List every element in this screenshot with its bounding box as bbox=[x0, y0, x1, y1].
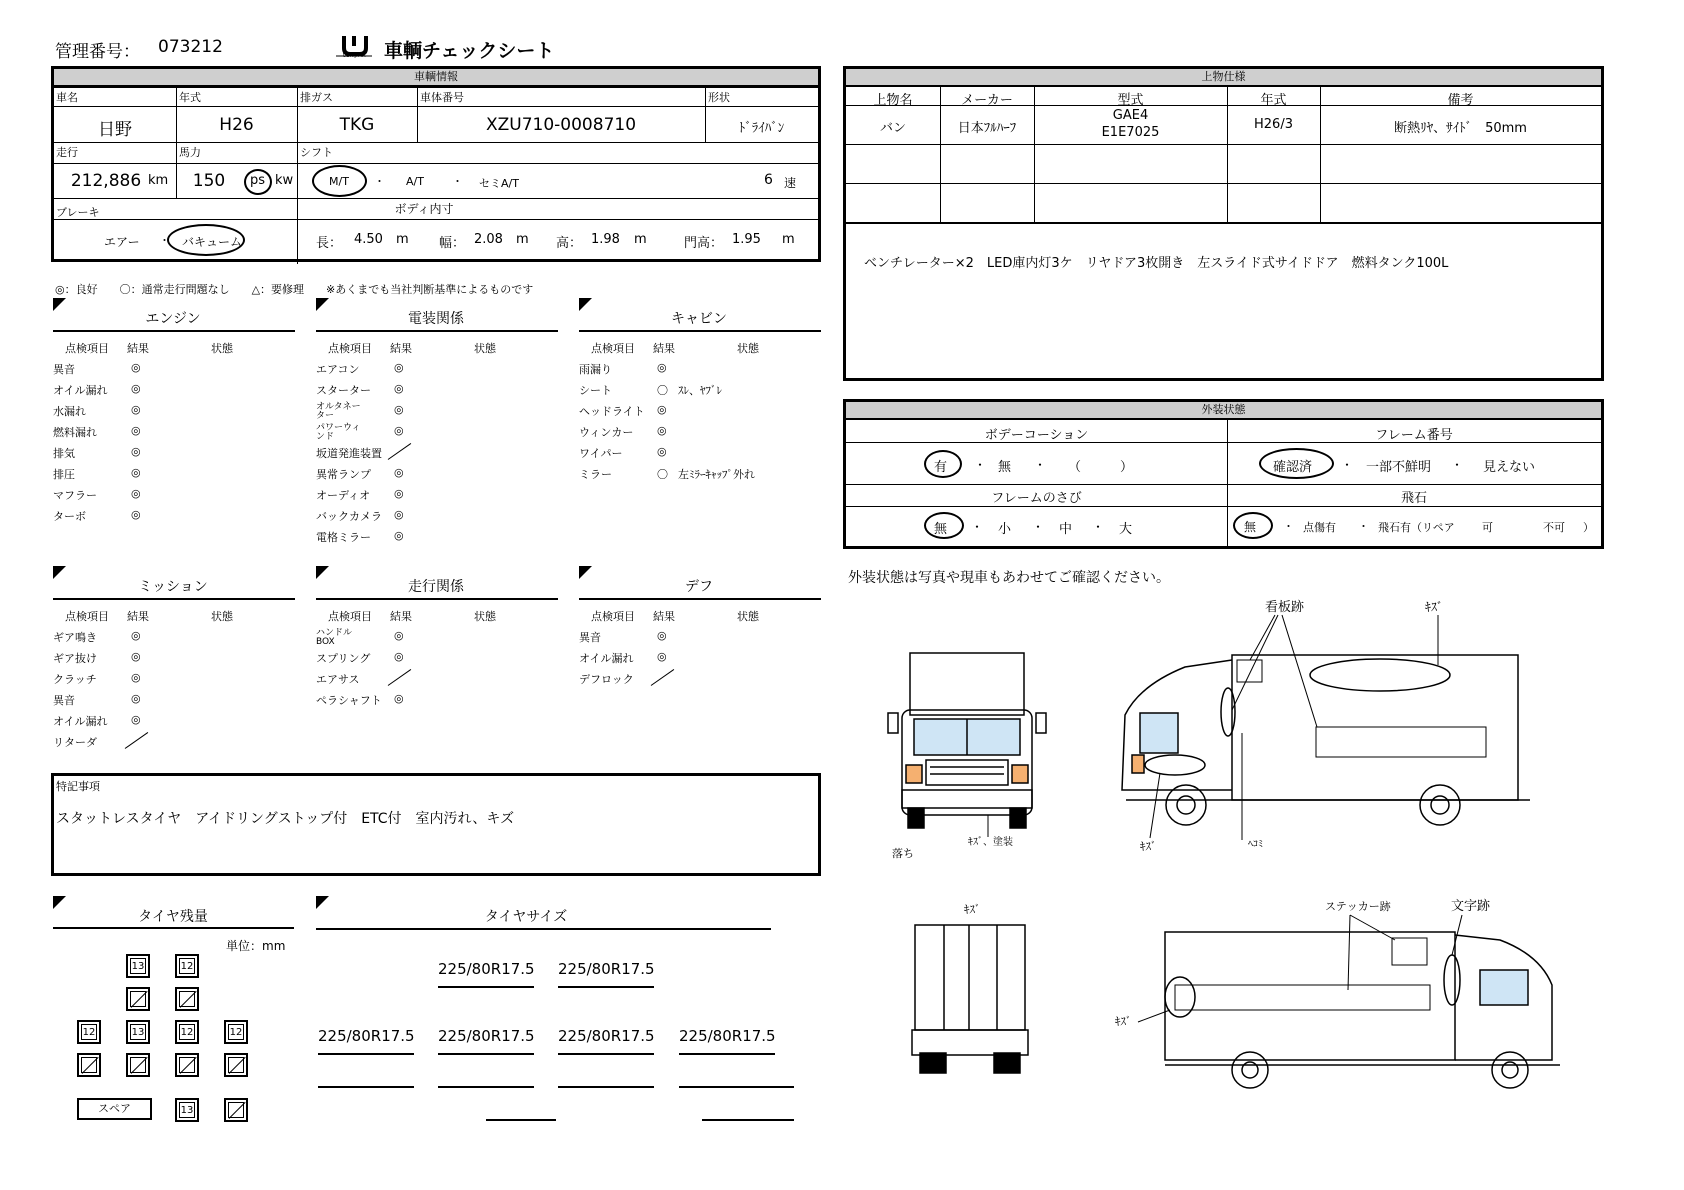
tire-depth-box: 13 bbox=[126, 1020, 150, 1044]
power: 150 bbox=[192, 171, 226, 191]
check-item: スプリング bbox=[316, 652, 371, 665]
check-item: ギア抜け bbox=[53, 652, 97, 665]
check-item: 排気 bbox=[53, 447, 75, 460]
upper-notes: 断熱ﾘﾔ、ｻｲﾄﾞ 50mm bbox=[1394, 121, 1527, 136]
section-title-running: 走行関係 bbox=[408, 579, 464, 595]
check-item: ペラシャフト bbox=[316, 694, 382, 707]
label-body-dims: ボディ内寸 bbox=[394, 202, 454, 216]
blank-line bbox=[558, 1086, 654, 1088]
check-item: エアコン bbox=[316, 363, 360, 376]
exterior-table bbox=[843, 399, 1604, 549]
tire-empty-box bbox=[175, 1053, 199, 1077]
check-result: ◎ bbox=[657, 445, 667, 458]
fn-invisible: 見えない bbox=[1483, 460, 1536, 475]
tire-size-underline bbox=[558, 1053, 654, 1055]
chip-none: 無 bbox=[1244, 520, 1257, 534]
tire-empty-box bbox=[175, 987, 199, 1011]
check-result: ◎ bbox=[131, 650, 141, 663]
blank-line bbox=[486, 1119, 556, 1121]
brake-air: エアー bbox=[104, 235, 140, 249]
col-state: 状態 bbox=[737, 342, 759, 355]
col-item: 点検項目 bbox=[591, 342, 635, 355]
chip-close: ） bbox=[1583, 521, 1594, 534]
dot: ・ bbox=[1092, 520, 1105, 534]
section-title-engine: エンジン bbox=[145, 311, 201, 327]
truck-diagrams bbox=[840, 595, 1600, 1095]
check-item: 異常ランプ bbox=[316, 468, 371, 481]
chip-scratch: 点傷有 bbox=[1303, 521, 1336, 534]
rear-mark-label: ｷｽﾞ bbox=[964, 903, 981, 916]
letter-trace-label: 文字跡 bbox=[1451, 899, 1491, 914]
check-item: 坂道発進装置 bbox=[316, 447, 382, 460]
not-applicable-slash bbox=[388, 443, 412, 460]
label-body-no: 車体番号 bbox=[420, 91, 464, 104]
label-chip: 飛石 bbox=[1400, 491, 1427, 506]
rust-none: 無 bbox=[934, 522, 948, 537]
check-item: デフロック bbox=[579, 673, 634, 686]
mileage: 212,886 bbox=[70, 171, 142, 191]
check-state: ｽﾚ、ﾔﾌﾞﾚ bbox=[678, 384, 722, 397]
col-item: 点検項目 bbox=[328, 610, 372, 623]
tire-size-value: 225/80R17.5 bbox=[558, 960, 655, 978]
scratch-label: ｷｽﾞ bbox=[1425, 600, 1444, 614]
tire-size-title: タイヤサイズ bbox=[484, 909, 568, 925]
check-result: ◎ bbox=[394, 403, 404, 416]
check-item: クラッチ bbox=[53, 673, 97, 686]
check-result: 〇 bbox=[657, 468, 668, 481]
gate-unit: m bbox=[782, 232, 795, 247]
check-item: 異音 bbox=[53, 363, 75, 376]
hei-unit: m bbox=[634, 232, 647, 247]
check-result: ◎ bbox=[394, 382, 404, 395]
upper-col-header: 年式 bbox=[1260, 93, 1287, 108]
col-result: 結果 bbox=[653, 342, 675, 355]
label-brake: ブレーキ bbox=[56, 206, 100, 219]
hei-label: 高： bbox=[556, 236, 583, 251]
check-result: ◎ bbox=[394, 692, 404, 705]
upper-col-header: メーカー bbox=[961, 93, 1013, 108]
upper-maker: 日本ﾌﾙﾊｰﾌ bbox=[957, 121, 1017, 136]
check-item: オイル漏れ bbox=[53, 715, 108, 728]
tire-size-underline bbox=[438, 1053, 534, 1055]
exterior-note: 外装状態は写真や現車もあわせてご確認ください。 bbox=[848, 570, 1170, 586]
col-state: 状態 bbox=[474, 610, 496, 623]
tire-depth-box: 12 bbox=[224, 1020, 248, 1044]
check-item: 異音 bbox=[579, 631, 601, 644]
check-item: 異音 bbox=[53, 694, 75, 707]
check-item: ウィンカー bbox=[579, 426, 634, 439]
dot: ・ bbox=[1358, 520, 1369, 533]
tire-size-value: 225/80R17.5 bbox=[438, 960, 535, 978]
col-item: 点検項目 bbox=[65, 342, 109, 355]
vehicle-info-header: 車輌情報 bbox=[54, 69, 818, 87]
check-result: ◎ bbox=[657, 361, 667, 374]
section-title-cabin: キャビン bbox=[671, 311, 727, 327]
check-item: ワイパー bbox=[579, 447, 623, 460]
len-value: 4.50 bbox=[354, 232, 383, 247]
dot: ・ bbox=[1034, 458, 1047, 472]
section-line-running bbox=[316, 598, 558, 600]
bc-no: 無 bbox=[998, 460, 1012, 475]
tire-remain-title: タイヤ残量 bbox=[138, 909, 208, 925]
check-result: 〇 bbox=[657, 384, 668, 397]
check-result: ◎ bbox=[131, 487, 141, 500]
blank-line bbox=[679, 1086, 794, 1088]
label-power: 馬力 bbox=[179, 146, 201, 159]
section-title-mission: ミッション bbox=[138, 579, 208, 595]
rust-none-circle bbox=[924, 512, 964, 539]
col-result: 結果 bbox=[653, 610, 675, 623]
check-result: ◎ bbox=[131, 403, 141, 416]
upper-col-header: 型式 bbox=[1117, 93, 1144, 108]
check-item: オルタネーター bbox=[316, 402, 361, 421]
check-result: ◎ bbox=[394, 629, 404, 642]
check-item: ミラー bbox=[579, 468, 612, 481]
col-state: 状態 bbox=[211, 610, 233, 623]
check-result: ◎ bbox=[394, 487, 404, 500]
chip-ok: 可 bbox=[1482, 521, 1493, 534]
sticker-trace-label: ステッカー跡 bbox=[1325, 900, 1391, 913]
col-item: 点検項目 bbox=[591, 610, 635, 623]
chip-repair: 飛石有（リペア bbox=[1378, 521, 1455, 534]
shape: ﾄﾞﾗｲﾊﾞﾝ bbox=[738, 121, 785, 136]
check-item: 排圧 bbox=[53, 468, 75, 481]
dot: ・ bbox=[974, 458, 987, 472]
tire-size-line bbox=[316, 928, 771, 930]
col-result: 結果 bbox=[390, 342, 412, 355]
fn-confirmed-circle bbox=[1259, 448, 1334, 479]
not-applicable-slash bbox=[651, 669, 675, 686]
blank-line bbox=[702, 1119, 794, 1121]
dent-label: ﾍｺﾐ bbox=[1248, 839, 1263, 850]
chip-ng: 不可 bbox=[1543, 521, 1565, 534]
dot: ・ bbox=[1283, 520, 1294, 533]
check-result: ◎ bbox=[131, 629, 141, 642]
gate-value: 1.95 bbox=[732, 232, 761, 247]
truck-side-left-view bbox=[1122, 655, 1530, 825]
label-shape: 形状 bbox=[708, 91, 730, 104]
section-line-diff bbox=[579, 598, 821, 600]
check-item: ターボ bbox=[53, 510, 86, 523]
tire-size-underline bbox=[679, 1053, 775, 1055]
shift-at: A/T bbox=[406, 175, 424, 188]
check-result: ◎ bbox=[131, 671, 141, 684]
tire-remain-line bbox=[53, 927, 294, 929]
section-title-diff: デフ bbox=[685, 579, 713, 595]
check-result: ◎ bbox=[131, 424, 141, 437]
tire-size-value: 225/80R17.5 bbox=[318, 1027, 415, 1045]
check-item: パワーウィンド bbox=[316, 423, 361, 442]
wid-value: 2.08 bbox=[474, 232, 503, 247]
upper-col-header: 備考 bbox=[1447, 93, 1474, 108]
check-result: ◎ bbox=[131, 382, 141, 395]
col-result: 結果 bbox=[390, 610, 412, 623]
rust-small: 小 bbox=[998, 522, 1012, 537]
upper-year: H26/3 bbox=[1254, 117, 1293, 132]
front-fall-label: 落ち bbox=[892, 847, 914, 860]
check-result: ◎ bbox=[131, 445, 141, 458]
sheet-title: 車輌チェックシート bbox=[384, 40, 555, 62]
label-body-caution: ボデーコーション bbox=[984, 428, 1089, 443]
chip-none-circle bbox=[1233, 512, 1273, 539]
vehicle-info-table bbox=[51, 66, 821, 262]
mgmt-label: 管理番号： bbox=[55, 42, 140, 62]
check-item: スターター bbox=[316, 384, 371, 397]
check-result: ◎ bbox=[131, 361, 141, 374]
tire-size-underline bbox=[318, 1053, 414, 1055]
check-result: ◎ bbox=[131, 466, 141, 479]
section-line-engine bbox=[53, 330, 295, 332]
remarks-box bbox=[51, 773, 821, 876]
check-result: ◎ bbox=[394, 529, 404, 542]
tire-empty-box bbox=[77, 1053, 101, 1077]
power-kw: kw bbox=[275, 173, 294, 188]
scratch3-label: ｷｽﾞ bbox=[1115, 1015, 1132, 1028]
dot: ・ bbox=[159, 234, 170, 247]
spare-label: スペア bbox=[77, 1098, 152, 1120]
label-mileage: 走行 bbox=[56, 146, 78, 159]
tire-depth-box: 12 bbox=[175, 954, 199, 978]
wid-unit: m bbox=[516, 232, 529, 247]
check-item: オーディオ bbox=[316, 489, 371, 502]
blank-line bbox=[318, 1086, 414, 1088]
check-result: ◎ bbox=[657, 424, 667, 437]
scratch2-label: ｷｽﾞ bbox=[1140, 840, 1157, 853]
check-result: ◎ bbox=[657, 650, 667, 663]
upper-model-2: E1E7025 bbox=[1101, 125, 1160, 140]
check-result: ◎ bbox=[394, 424, 404, 437]
check-item: 雨漏り bbox=[579, 363, 612, 376]
label-shift: シフト bbox=[300, 146, 333, 159]
check-item: オイル漏れ bbox=[579, 652, 634, 665]
dot: ・ bbox=[452, 175, 463, 188]
check-item: オイル漏れ bbox=[53, 384, 108, 397]
col-result: 結果 bbox=[127, 342, 149, 355]
wid-label: 幅： bbox=[439, 236, 466, 251]
ps-circle bbox=[244, 169, 272, 195]
col-state: 状態 bbox=[737, 610, 759, 623]
section-line-cabin bbox=[579, 330, 821, 332]
company-logo: USHIJIMA bbox=[330, 34, 378, 60]
check-item: ギア鳴き bbox=[53, 631, 97, 644]
power-ps: ps bbox=[250, 173, 266, 188]
bc-other: （ ） bbox=[1068, 460, 1134, 475]
tire-empty-box bbox=[224, 1098, 248, 1122]
col-state: 状態 bbox=[211, 342, 233, 355]
len-unit: m bbox=[396, 232, 409, 247]
bc-yes-circle bbox=[924, 450, 962, 478]
fn-confirmed: 確認済 bbox=[1273, 460, 1313, 475]
mgmt-number: 073212 bbox=[158, 37, 223, 57]
col-state: 状態 bbox=[474, 342, 496, 355]
check-result: ◎ bbox=[657, 403, 667, 416]
check-item: ヘッドライト bbox=[579, 405, 645, 418]
shift-semi: セミA/T bbox=[479, 177, 519, 190]
check-item: ハンドルBOX bbox=[316, 628, 353, 647]
check-result: ◎ bbox=[394, 508, 404, 521]
gears-unit: 速 bbox=[784, 176, 797, 190]
check-result: ◎ bbox=[394, 650, 404, 663]
check-result: ◎ bbox=[657, 629, 667, 642]
truck-rear-view bbox=[912, 925, 1028, 1073]
mileage-unit: km bbox=[148, 173, 169, 188]
tire-unit: 単位：mm bbox=[226, 939, 286, 953]
check-state: 左ﾐﾗｰｷｬｯﾌﾟ外れ bbox=[678, 468, 755, 481]
truck-front-view bbox=[888, 653, 1046, 828]
tire-depth-box: 13 bbox=[175, 1098, 199, 1122]
tire-empty-box bbox=[126, 1053, 150, 1077]
check-result: ◎ bbox=[131, 692, 141, 705]
sign-trace-oval bbox=[1310, 659, 1450, 691]
upper-name: バン bbox=[879, 121, 906, 136]
upper-spec-table bbox=[843, 66, 1604, 381]
label-gas: 排ガス bbox=[300, 91, 333, 104]
rust-mid: 中 bbox=[1059, 522, 1073, 537]
check-result: ◎ bbox=[394, 361, 404, 374]
tire-depth-box: 12 bbox=[175, 1020, 199, 1044]
check-item: バックカメラ bbox=[316, 510, 382, 523]
section-line-mission bbox=[53, 598, 295, 600]
blank-line bbox=[438, 1086, 534, 1088]
tire-size-underline bbox=[558, 986, 654, 988]
gas: TKG bbox=[339, 115, 375, 135]
dot: ・ bbox=[1341, 458, 1354, 472]
brake-vacuum: バキューム bbox=[182, 235, 243, 249]
hei-value: 1.98 bbox=[591, 232, 620, 247]
check-result: ◎ bbox=[131, 508, 141, 521]
gears: 6 bbox=[764, 172, 773, 188]
len-label: 長： bbox=[316, 236, 343, 251]
check-item: 燃料漏れ bbox=[53, 426, 97, 439]
tire-depth-box: 12 bbox=[77, 1020, 101, 1044]
mt-circle bbox=[312, 165, 367, 197]
tire-empty-box bbox=[224, 1053, 248, 1077]
check-item: 水漏れ bbox=[53, 405, 86, 418]
label-frame-rust: フレームのさび bbox=[991, 491, 1082, 506]
vacuum-circle bbox=[167, 224, 245, 256]
upper-equipment: ベンチレーター×2 LED庫内灯3ケ リヤドア3枚開き 左スライド式サイドドア 燃料タンク100L bbox=[864, 256, 1449, 271]
check-result: ◎ bbox=[394, 466, 404, 479]
col-item: 点検項目 bbox=[328, 342, 372, 355]
tire-depth-box: 13 bbox=[126, 954, 150, 978]
not-applicable-slash bbox=[125, 732, 149, 749]
col-item: 点検項目 bbox=[65, 610, 109, 623]
bc-yes: 有 bbox=[934, 460, 948, 475]
tire-size-value: 225/80R17.5 bbox=[558, 1027, 655, 1045]
body-no: XZU710-0008710 bbox=[485, 115, 637, 135]
dot: ・ bbox=[1032, 520, 1045, 534]
not-applicable-slash bbox=[388, 669, 412, 686]
upper-spec-header: 上物仕様 bbox=[846, 69, 1601, 87]
dot: ・ bbox=[374, 175, 385, 188]
tire-empty-box bbox=[126, 987, 150, 1011]
check-item: リターダ bbox=[53, 736, 97, 749]
year: H26 bbox=[219, 115, 254, 135]
label-car-name: 車名 bbox=[56, 91, 78, 104]
gate-label: 門高： bbox=[684, 236, 724, 251]
check-item: シート bbox=[579, 384, 612, 397]
remarks-title: 特記事項 bbox=[56, 780, 100, 793]
tire-size-value: 225/80R17.5 bbox=[679, 1027, 776, 1045]
tire-size-value: 225/80R17.5 bbox=[438, 1027, 535, 1045]
shift-mt: M/T bbox=[329, 175, 349, 188]
check-item: エアサス bbox=[316, 673, 360, 686]
section-line-electric bbox=[316, 330, 558, 332]
dot: ・ bbox=[971, 520, 984, 534]
legend: ◎：良好 〇：通常走行問題なし △：要修理 ※あくまでも当社判断基準によるものです bbox=[55, 283, 534, 296]
fn-partial: 一部不鮮明 bbox=[1366, 460, 1432, 475]
check-result: ◎ bbox=[131, 713, 141, 726]
section-title-electric: 電装関係 bbox=[408, 311, 464, 327]
upper-model: GAE4 bbox=[1112, 108, 1149, 123]
front-scratch-label: ｷｽﾞ、塗装 bbox=[968, 837, 1013, 848]
dot: ・ bbox=[1451, 458, 1464, 472]
tire-size-underline bbox=[438, 986, 534, 988]
car-name: 日野 bbox=[98, 120, 132, 140]
exterior-header: 外装状態 bbox=[846, 402, 1601, 420]
check-item: マフラー bbox=[53, 489, 97, 502]
sign-trace-label: 看板跡 bbox=[1265, 600, 1305, 615]
label-frame-no: フレーム番号 bbox=[1375, 428, 1453, 443]
remarks-text: スタットレスタイヤ アイドリングストップ付 ETC付 室内汚れ、キズ bbox=[56, 811, 515, 827]
upper-col-header: 上物名 bbox=[873, 93, 913, 108]
label-year: 年式 bbox=[179, 91, 201, 104]
check-item: 電格ミラー bbox=[316, 531, 371, 544]
col-result: 結果 bbox=[127, 610, 149, 623]
rust-large: 大 bbox=[1119, 522, 1133, 537]
